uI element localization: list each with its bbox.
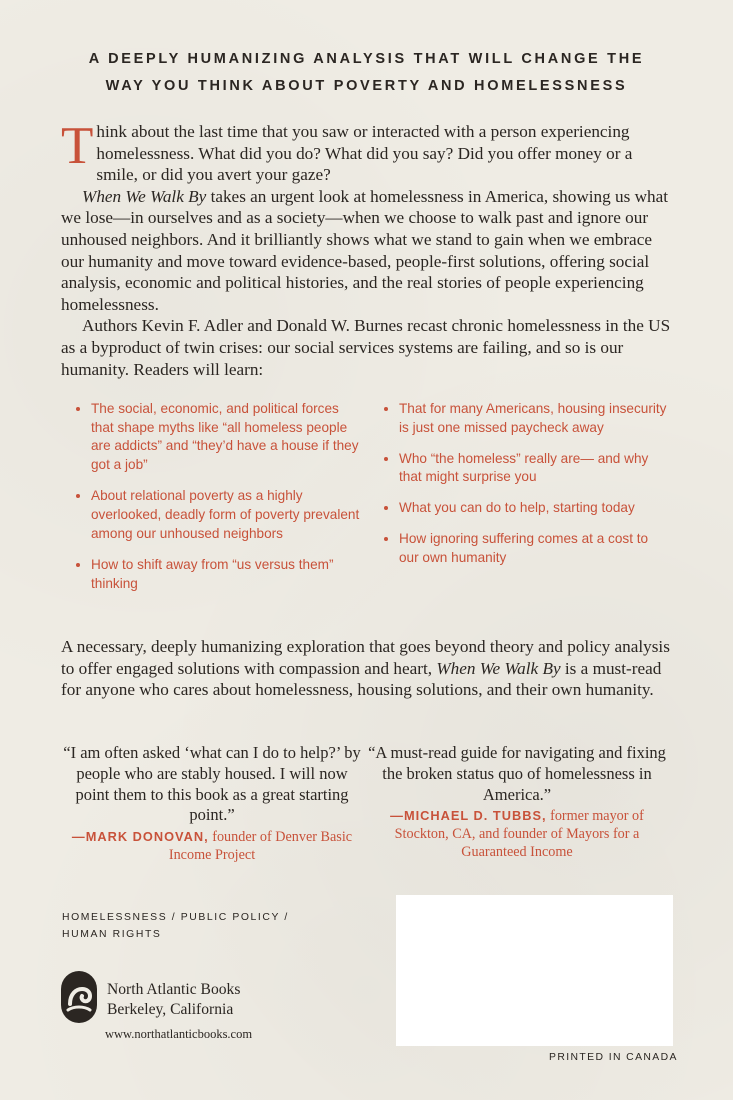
book-title: When We Walk By (82, 186, 207, 206)
publisher-url: www.northatlanticbooks.com (105, 1027, 253, 1041)
publisher-city: Berkeley, California (107, 1001, 234, 1018)
subject-categories (62, 909, 362, 943)
overview-paragraph (61, 186, 673, 316)
list-item: That for many Americans, housing insecurity is just one missed paycheck away (384, 400, 670, 437)
learning-points-left (76, 400, 362, 606)
list-item: About relational poverty as a highly overlooked, deadly form of poverty prevalent among our unhoused neighbors (76, 487, 362, 543)
quote-author-role: former mayor of Stockton, CA, and founder of Mayors for a Guaranteed Income (394, 808, 644, 861)
quote-text: “I am often asked ‘what can I do to help?’ by people who are stably housed. I will now point them to this book as a great starting point.” (63, 743, 361, 825)
list-item: The social, economic, and political forces that shape myths like “all homeless people are addicts” and “they’d have a house if they got a job” (76, 400, 362, 474)
list-item: How ignoring suffering comes at a cost to our own humanity (384, 530, 670, 567)
publisher-logo-icon (60, 970, 98, 1024)
publisher-name-text: North Atlantic Books (107, 981, 241, 998)
printed-in: PRINTED IN CANADA (549, 1052, 678, 1063)
publisher-name (107, 980, 240, 1020)
tagline (0, 46, 733, 100)
authors-paragraph: Authors Kevin F. Adler and Donald W. Burnes recast chronic homelessness in the US as a byproduct of twin crises: our social services systems are failing, and so is our humanity. Readers will learn: (61, 316, 671, 379)
list-item: What you can do to help, starting today (384, 499, 670, 518)
category-line-2: HUMAN RIGHTS (62, 929, 162, 940)
barcode-area (396, 895, 673, 1046)
endorsement-tubbs (367, 743, 667, 861)
intro-text: hink about the last time that you saw or interacted with a person experiencing homelessness. What did you do? What did you say? Did you offer money or a smile, or did you avert your gaze? (96, 122, 633, 185)
quote-author: —MARK DONOVAN, (71, 829, 209, 845)
summary-paragraph (61, 636, 676, 701)
book-title: When We Walk By (436, 658, 561, 678)
quote-author: —MICHAEL D. TUBBS, (390, 808, 547, 824)
learning-points (76, 400, 676, 606)
summary-text-1: A necessary, deeply humanizing exploration that goes beyond theory and policy analysis to offer engaged solutions with compassion and heart, (61, 637, 670, 678)
summary-text-2: is a must-read for anyone who cares about homelessness, housing solutions, and their own humanity. (61, 658, 662, 700)
category-line-1: HOMELESSNESS / PUBLIC POLICY / (62, 912, 289, 923)
learning-points-right (384, 400, 670, 606)
quote-attribution (367, 807, 667, 861)
tagline-line-2: WAY YOU THINK ABOUT POVERTY AND HOMELESSNESS (105, 78, 628, 94)
quote-text: “A must-read guide for navigating and fixing the broken status quo of homelessness in America.” (368, 743, 666, 804)
intro-paragraph (61, 117, 673, 186)
tagline-line-1: A DEEPLY HUMANIZING ANALYSIS THAT WILL CHANGE THE (88, 51, 645, 67)
quote-author-role: founder of Denver Basic Income Project (168, 829, 353, 864)
overview-text: takes an urgent look at homelessness in America, showing us what we lose—in ourselves and as a society—when we choose to walk past and ignore our unhoused neighbors. And it brilliantly shows what we stand to gain when we embrace our humanity and move toward evidence-based, people-first solutions, offering social analysis, economic and political histories, and the real stories of people experiencing homelessness. (61, 186, 669, 314)
list-item: How to shift away from “us versus them” thinking (76, 556, 362, 593)
quote-attribution (62, 828, 362, 864)
list-item: Who “the homeless” really are— and why that might surprise you (384, 450, 670, 487)
drop-cap: T (61, 117, 94, 175)
endorsement-donovan (62, 743, 362, 864)
description (61, 117, 673, 380)
